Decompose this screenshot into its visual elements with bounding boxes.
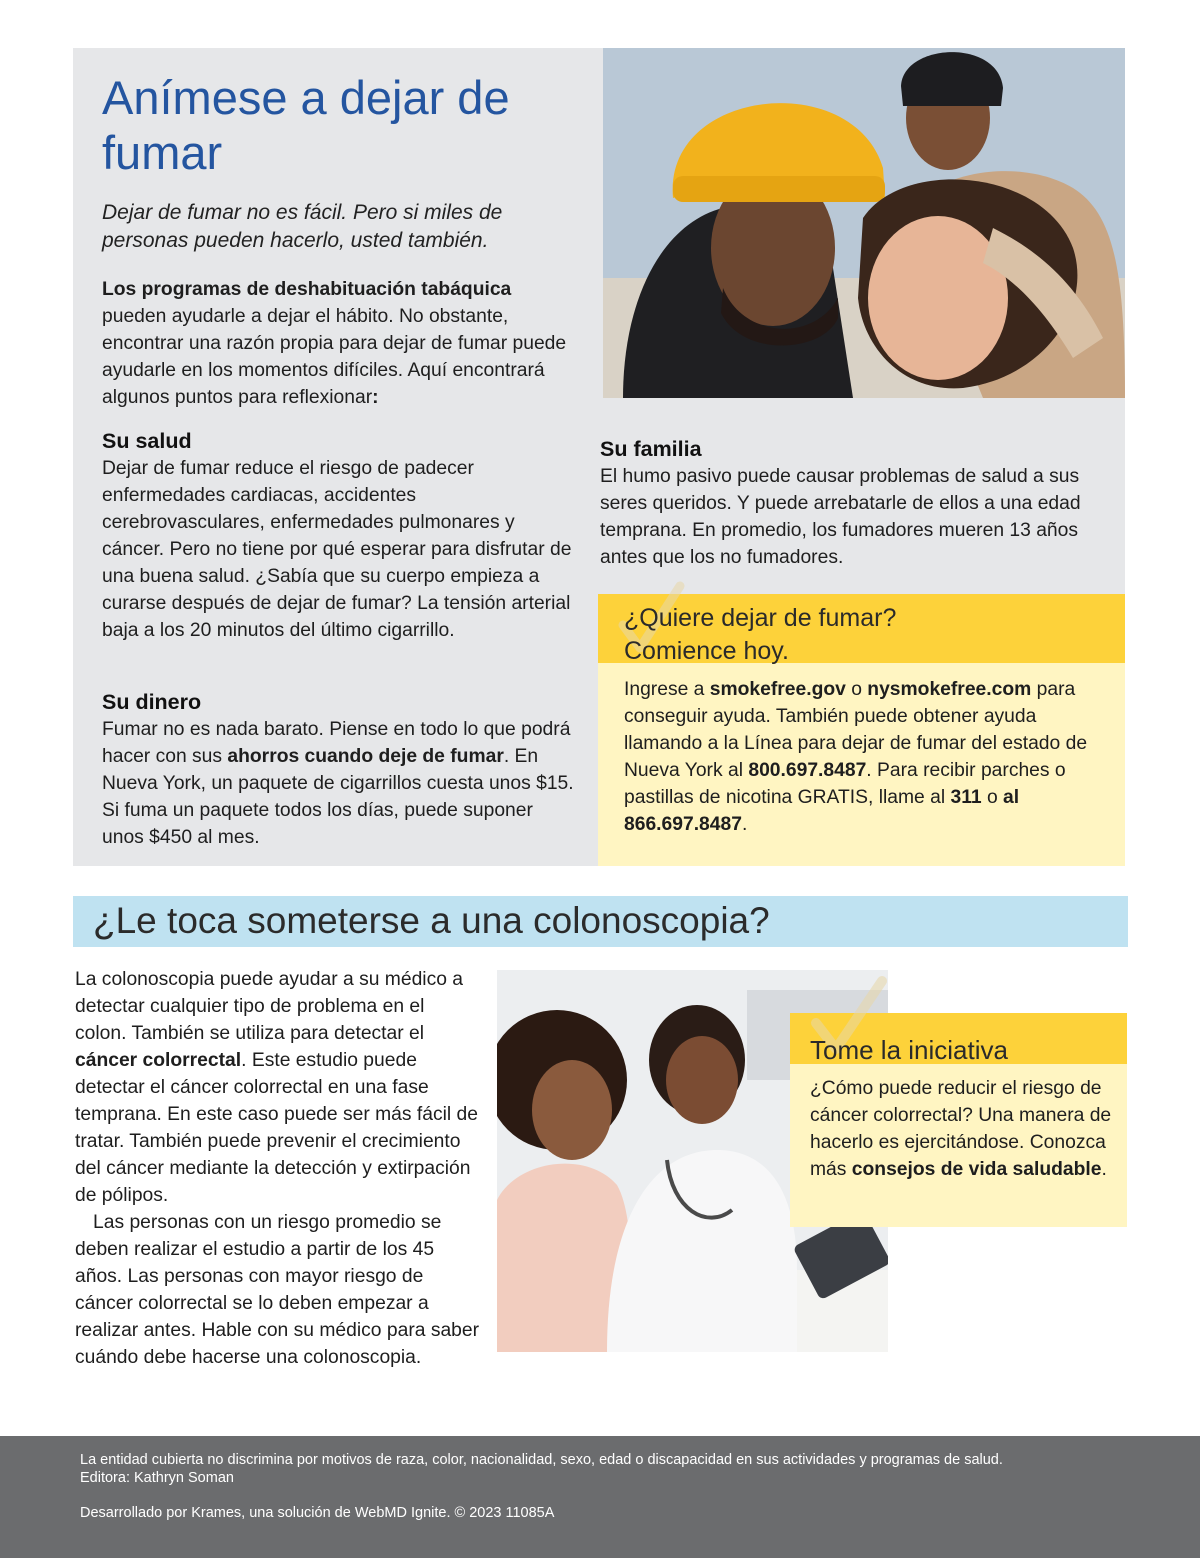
family-heading: Su familia	[600, 437, 702, 461]
colonoscopy-text	[75, 966, 480, 1371]
quit-callout-heading	[624, 602, 1114, 668]
health-text: Dejar de fumar reduce el riesgo de padecer enfermedades cardiacas, accidentes cerebrovasculares, enfermedades pulmonares y cáncer. Pero no tiene por qué esperar para disfrutar de una buena salud. ¿Sabía que su cuerpo empieza a curarse después de dejar de fumar? La tensión arterial baja a los 20 minutos del último cigarrillo.	[102, 458, 572, 641]
footer-nondiscrimination: La entidad cubierta no discrimina por motivos de raza, color, nacionalidad, sexo, edad o discapacidad en sus actividades y programas de salud.	[80, 1452, 1003, 1468]
lead-text: Dejar de fumar no es fácil. Pero si miles de personas pueden hacerlo, usted también.	[102, 201, 503, 252]
colonoscopy-paragraph-2: Las personas con un riesgo promedio se deben realizar el estudio a partir de los 45 años. Las personas con mayor riesgo de cáncer colorrectal se lo deben empezar a realizar antes. Hable con su médico para saber cuándo debe hacerse una colonoscopia.	[75, 1212, 480, 1368]
initiative-text	[810, 1075, 1115, 1183]
phone-866[interactable]: al 866.697.8487	[624, 787, 1020, 835]
initiative-text-end: .	[1101, 1159, 1107, 1180]
initiative-text-a: ¿Cómo puede reducir el riesgo de cáncer colorrectal? Una manera de hacerlo es ejercitándose. Conozca más	[810, 1078, 1112, 1180]
section-health	[102, 428, 577, 644]
quit-callout-text	[624, 676, 1114, 838]
quit-text-5: o	[981, 787, 1004, 808]
intro-text: pueden ayudarle a dejar el hábito. No obstante, encontrar una razón propia para dejar de fumar puede ayudarle en los momentos difíciles. Aquí encontrará algunos puntos para reflexionar	[102, 306, 567, 408]
intro-bold-text: Los programas de deshabituación tabáquica	[102, 279, 512, 300]
quit-text-6: .	[741, 814, 748, 835]
colonoscopy-heading: ¿Le toca someterse a una colonoscopia?	[93, 900, 770, 941]
colon-text-a: La colonoscopia puede ayudar a su médico a detectar cualquier tipo de problema en el colon. También se utiliza para detectar el	[75, 969, 464, 1044]
quit-callout	[598, 594, 1125, 866]
section-money	[102, 689, 577, 851]
phone-quitline[interactable]: 800.697.8487	[748, 760, 867, 781]
link-smokefree[interactable]: smokefree.gov	[709, 679, 846, 700]
footer-editor: Editora: Kathryn Soman	[80, 1470, 234, 1486]
colonoscopy-banner	[73, 896, 1128, 947]
quit-heading-line1: ¿Quiere dejar de fumar?	[624, 604, 897, 632]
footer	[0, 1436, 1200, 1558]
health-heading: Su salud	[102, 429, 192, 453]
family-photo	[603, 48, 1125, 398]
phone-311[interactable]: 311	[950, 787, 982, 808]
quit-text-3: para conseguir ayuda. También puede obtener ayuda llamando a la Línea para dejar de fumar del estado de Nueva York al	[624, 679, 1088, 781]
colon-text-b: . Este estudio puede detectar el cáncer colorrectal en una fase temprana. En este caso puede ser más fácil de tratar. También puede prevenir el crecimiento del cáncer mediante la detección y extirpación de pólipos.	[75, 1050, 478, 1206]
intro-colon: :	[372, 387, 379, 408]
initiative-heading: Tome la iniciativa	[810, 1035, 1008, 1065]
money-heading: Su dinero	[102, 690, 202, 714]
quit-text-4: . Para recibir parches o pastillas de nicotina GRATIS, llame al	[624, 760, 1066, 808]
intro-paragraph	[102, 276, 572, 411]
section-family	[600, 436, 1105, 571]
page-title: Anímese a dejar de fumar	[102, 71, 510, 179]
family-photo-illustration	[603, 48, 1125, 398]
money-text	[102, 716, 577, 851]
money-text-bold: ahorros cuando deje de fumar	[227, 746, 504, 767]
healthy-tips-link[interactable]: consejos de vida saludable	[851, 1159, 1102, 1180]
initiative-callout	[790, 1013, 1127, 1227]
family-text: El humo pasivo puede causar problemas de salud a sus seres queridos. Y puede arrebatarle de ellos a una edad temprana. En promedio, los fumadores mueren 13 años antes que los no fumadores.	[600, 466, 1081, 568]
quit-heading-line2: Comience hoy.	[624, 637, 789, 665]
money-text-b: . En Nueva York, un paquete de cigarrillos cuesta unos $15. Si fuma un paquete todos los días, puede suponer unos $450 al mes.	[102, 746, 574, 848]
quit-text-1: Ingrese a	[624, 679, 710, 700]
footer-credits: Desarrollado por Krames, una solución de WebMD Ignite. © 2023 11085A	[80, 1505, 555, 1521]
colorectal-cancer-bold: cáncer colorrectal	[75, 1050, 242, 1071]
colonoscopy-paragraph-1	[75, 966, 480, 1209]
link-nysmokefree[interactable]: nysmokefree.com	[867, 679, 1032, 700]
money-text-a: Fumar no es nada barato. Piense en todo lo que podrá hacer con sus	[102, 719, 571, 767]
quit-text-2: o	[845, 679, 868, 700]
